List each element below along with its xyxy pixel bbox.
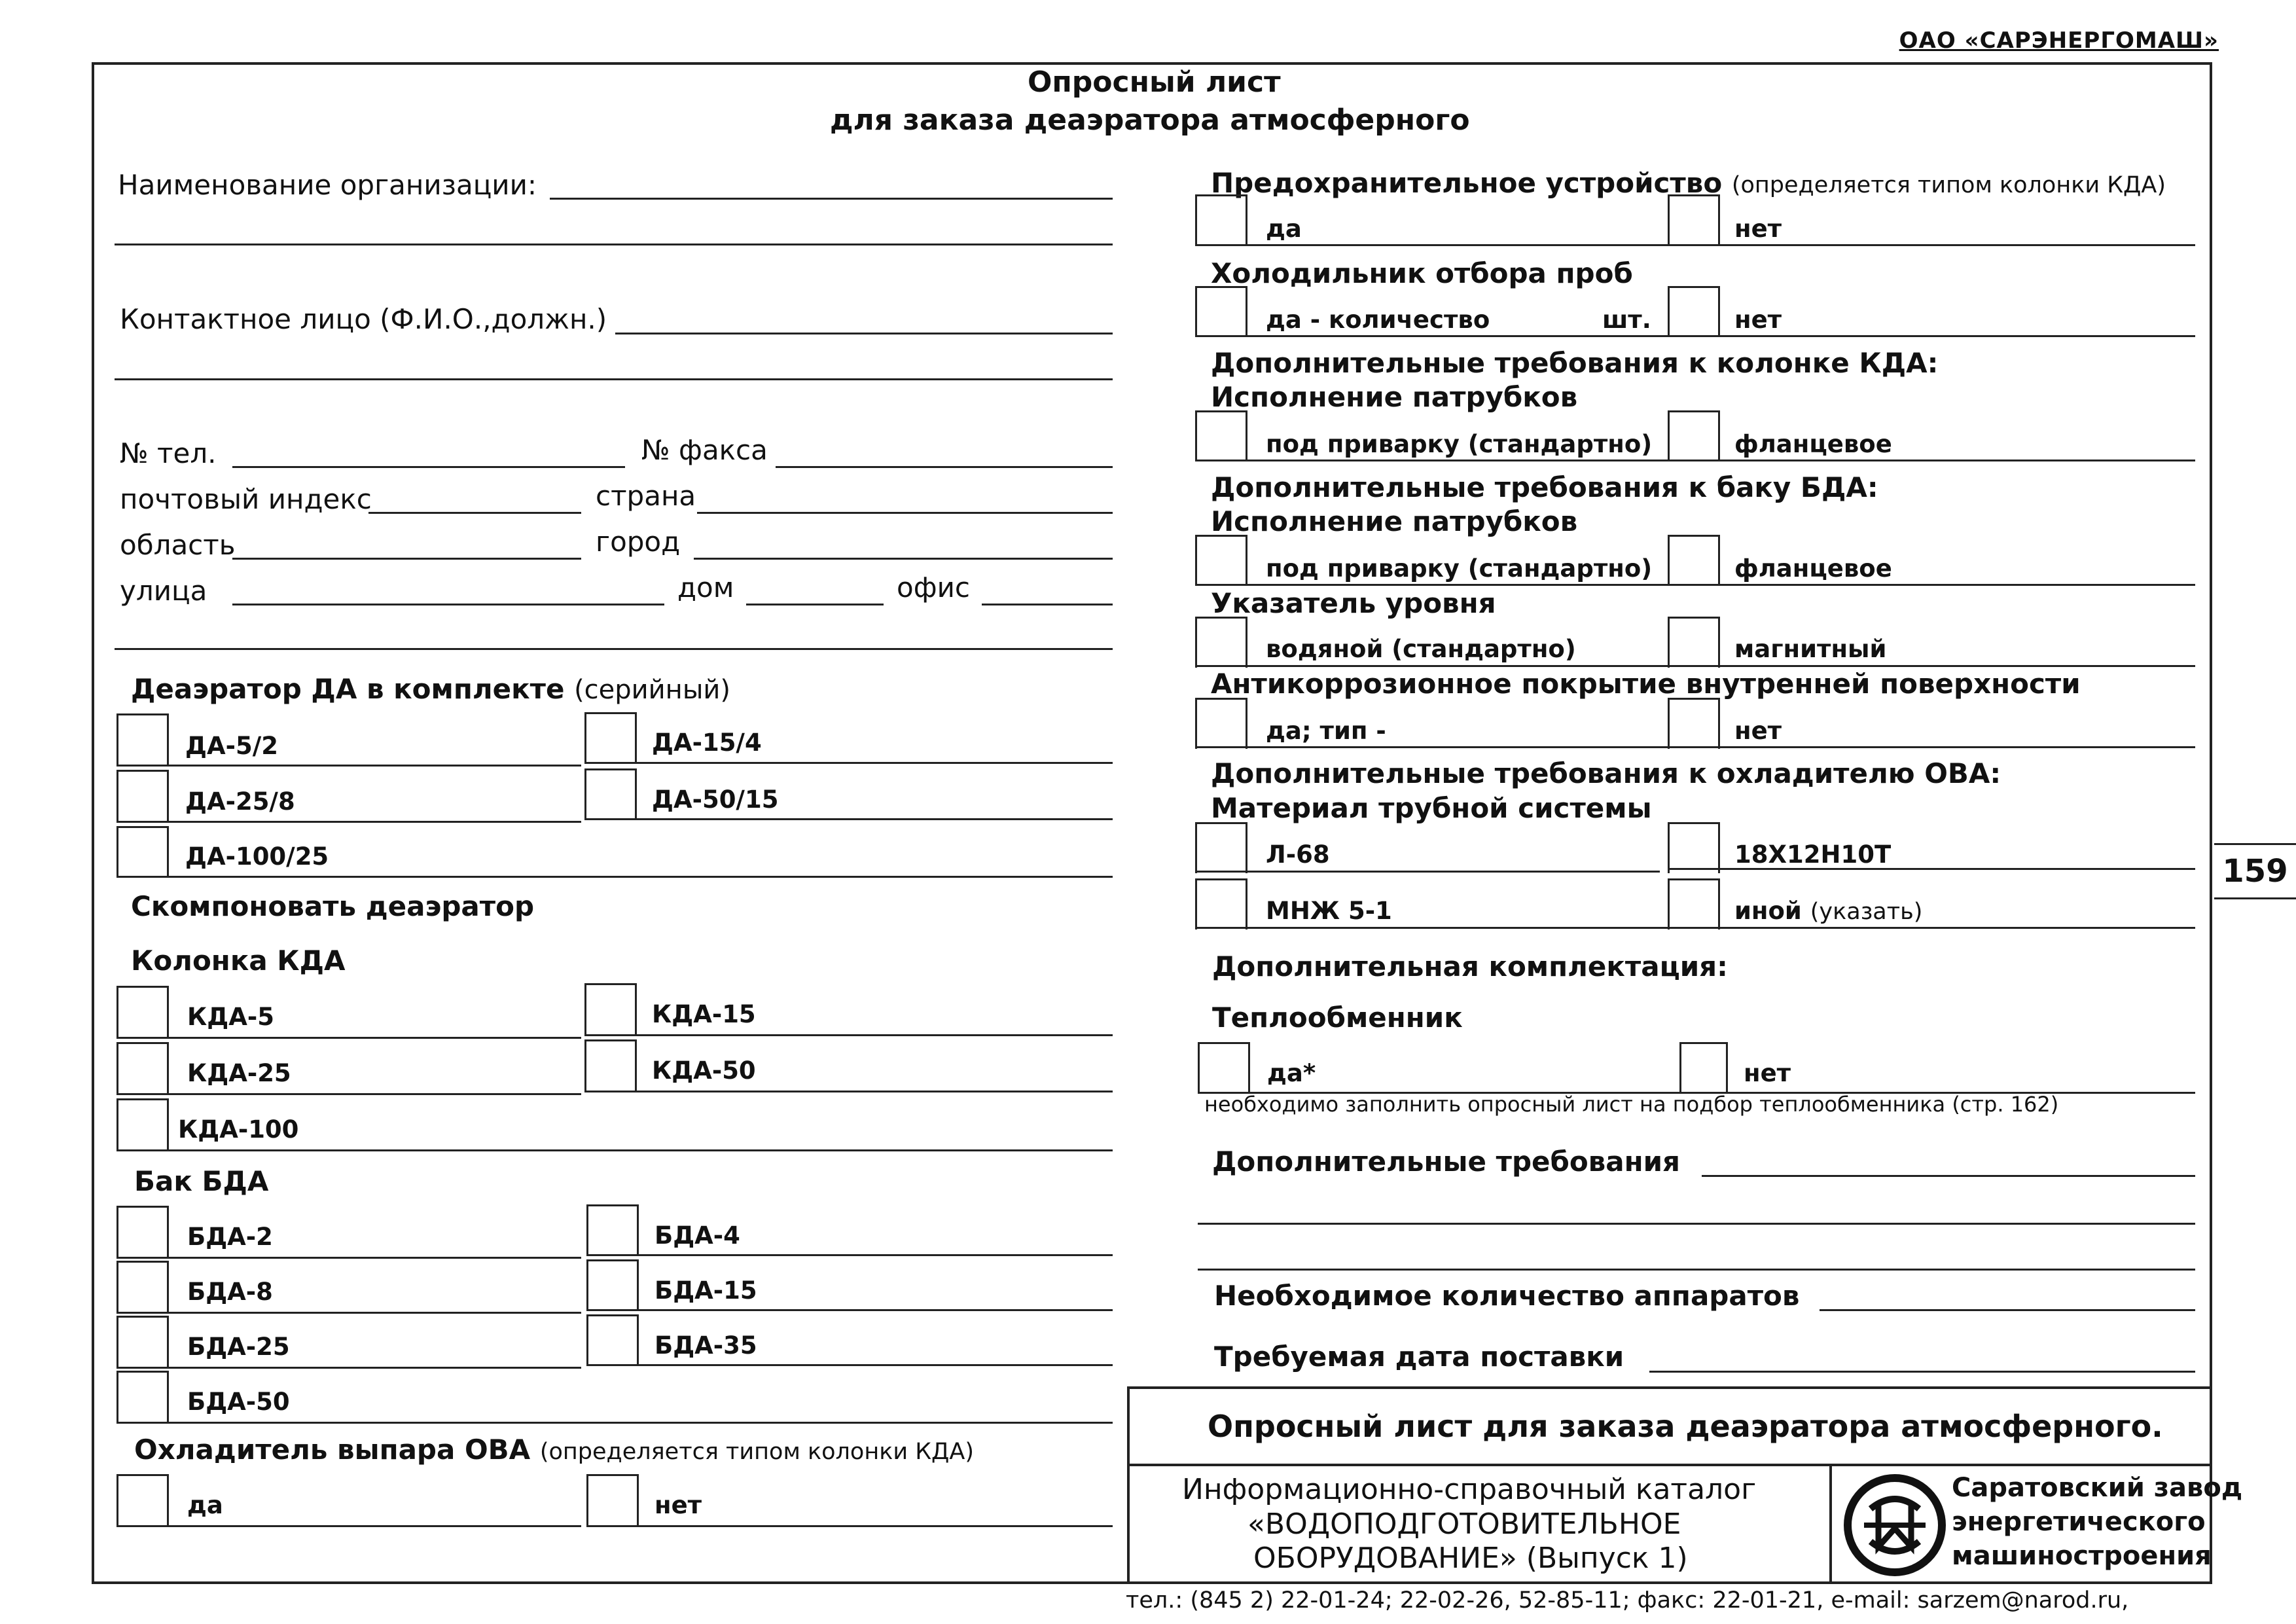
- add-req-input-line-2[interactable]: [1198, 1223, 2195, 1225]
- checkbox-safety-no[interactable]: [1668, 194, 1720, 245]
- catalog-line2: «ВОДОПОДГОТОВИТЕЛЬНОЕ: [1247, 1507, 1681, 1541]
- checkbox-kda-flanged[interactable]: [1668, 410, 1720, 461]
- title-block-main: Опросный лист для заказа деаэратора атмосферного.: [1208, 1409, 2163, 1444]
- row-line: [1195, 460, 2195, 461]
- org-name-input-line-2[interactable]: [115, 244, 1113, 245]
- street-label: улица: [120, 575, 207, 607]
- checkbox-safety-yes[interactable]: [1195, 194, 1247, 245]
- row-line: [1195, 746, 2195, 748]
- row-line: [586, 1254, 1113, 1256]
- row-line: [117, 1312, 581, 1314]
- office-label: офис: [897, 571, 970, 604]
- checkbox-kda-100[interactable]: [117, 1098, 169, 1149]
- contact-footer: тел.: (845 2) 22-01-24; 22-02-26, 52-85-11; факс: 22-01-21, e-mail: sarzem@narod.ru,: [1126, 1587, 2129, 1614]
- row-line: [584, 818, 1113, 820]
- option-ova-mnzh: МНЖ 5-1: [1266, 897, 1392, 925]
- level-heading: Указатель уровня: [1211, 587, 1496, 619]
- option-bda-8: БДА-8: [187, 1278, 273, 1306]
- option-kda-25: КДА-25: [187, 1059, 291, 1087]
- catalog-line1: Информационно-справочный каталог: [1182, 1473, 1757, 1506]
- hx-note: необходимо заполнить опросный лист на подбор теплообменника (стр. 162): [1204, 1092, 2059, 1117]
- row-line: [117, 1525, 581, 1527]
- checkbox-cooler-yes[interactable]: [117, 1474, 169, 1525]
- checkbox-level-magnetic[interactable]: [1668, 617, 1720, 668]
- checkbox-ova-other[interactable]: [1668, 878, 1720, 929]
- checkbox-bda-15[interactable]: [586, 1259, 639, 1310]
- deaerator-heading-text: Деаэратор ДА в комплекте: [131, 673, 565, 705]
- checkbox-da-100-25[interactable]: [117, 826, 169, 877]
- checkbox-ova-steel[interactable]: [1668, 822, 1720, 873]
- option-da-100-25: ДА-100/25: [185, 842, 329, 871]
- checkbox-bda-4[interactable]: [586, 1204, 639, 1255]
- option-kda-50: КДА-50: [652, 1056, 756, 1085]
- option-ova-other-note: (указать): [1810, 899, 1923, 925]
- cooler-heading-text: Охладитель выпара ОВА: [134, 1434, 531, 1466]
- city-input-line[interactable]: [694, 558, 1113, 560]
- org-name-label: Наименование организации:: [118, 169, 537, 201]
- option-hx-no: нет: [1744, 1059, 1791, 1087]
- row-line: [1195, 927, 2195, 929]
- option-kda-welded: под приварку (стандартно): [1266, 430, 1653, 458]
- contact-input-line-2[interactable]: [115, 378, 1113, 380]
- checkbox-kda-15[interactable]: [584, 983, 637, 1034]
- page-number: 159: [2214, 843, 2296, 899]
- plant-logo-icon: [1838, 1470, 1952, 1581]
- checkbox-kda-5[interactable]: [117, 986, 169, 1037]
- checkbox-ova-l68[interactable]: [1195, 822, 1247, 873]
- checkbox-coating-no[interactable]: [1668, 698, 1720, 749]
- sampler-unit: шт.: [1602, 306, 1651, 334]
- row-line: [1195, 244, 2195, 246]
- checkbox-level-water[interactable]: [1195, 617, 1247, 668]
- option-da-15-4: ДА-15/4: [652, 729, 762, 757]
- row-line: [584, 1091, 1113, 1092]
- plant-line2: энергетического: [1952, 1507, 2206, 1537]
- row-line: [117, 821, 581, 823]
- option-level-magnetic: магнитный: [1734, 635, 1887, 663]
- checkbox-kda-welded[interactable]: [1195, 410, 1247, 461]
- cooler-heading-note: (определяется типом колонки КДА): [539, 1439, 975, 1465]
- option-da-25-8: ДА-25/8: [185, 787, 295, 816]
- checkbox-hx-no[interactable]: [1679, 1042, 1728, 1093]
- postcode-label: почтовый индекс: [120, 483, 372, 515]
- option-bda-35: БДА-35: [655, 1331, 757, 1360]
- cooler-heading: [134, 1434, 974, 1466]
- checkbox-ova-mnzh[interactable]: [1195, 878, 1247, 929]
- form-title-line2: для заказа деаэратора атмосферного: [830, 103, 1470, 137]
- house-input-line[interactable]: [746, 604, 884, 605]
- checkbox-da-15-4[interactable]: [584, 712, 637, 763]
- plant-line1: Саратовский завод: [1952, 1473, 2243, 1503]
- option-da-50-15: ДА-50/15: [652, 785, 779, 814]
- company-header: ОАО «САРЭНЕРГОМАШ»: [1899, 27, 2219, 54]
- option-ova-other: [1734, 897, 1922, 925]
- row-line: [1668, 868, 2195, 870]
- row-line: [586, 1364, 1113, 1366]
- row-line: [117, 1149, 1113, 1151]
- house-label: дом: [677, 571, 734, 604]
- row-line: [586, 1309, 1113, 1311]
- option-kda-100: КДА-100: [178, 1115, 299, 1144]
- option-da-5-2: ДА-5/2: [185, 732, 278, 760]
- date-input-line[interactable]: [1649, 1371, 2195, 1373]
- kda-nozzles-heading: Исполнение патрубков: [1211, 381, 1578, 413]
- deaerator-heading-note: (серийный): [574, 675, 731, 705]
- checkbox-bda-50[interactable]: [117, 1371, 169, 1422]
- option-bda-25: БДА-25: [187, 1333, 290, 1361]
- checkbox-bda-8[interactable]: [117, 1261, 169, 1312]
- office-input-line[interactable]: [982, 604, 1113, 605]
- checkbox-da-50-15[interactable]: [584, 768, 637, 820]
- contact-input-line[interactable]: [615, 333, 1113, 334]
- city-label: город: [596, 526, 681, 558]
- safety-heading-note: (определяется типом колонки КДА): [1731, 172, 2166, 198]
- extra-heading: Дополнительная комплектация:: [1212, 950, 1728, 983]
- option-ova-l68: Л-68: [1266, 840, 1330, 869]
- hx-heading: Теплообменник: [1212, 1001, 1463, 1034]
- region-input-line[interactable]: [232, 558, 581, 560]
- org-name-input-line[interactable]: [550, 198, 1113, 200]
- option-coating-no: нет: [1734, 717, 1782, 745]
- option-ova-steel: 18Х12Н10Т: [1734, 840, 1892, 869]
- kda-req-heading: Дополнительные требования к колонке КДА:: [1211, 347, 1939, 379]
- option-safety-no: нет: [1734, 215, 1782, 243]
- phone-input-line[interactable]: [232, 466, 625, 468]
- option-ova-other-text: иной: [1734, 897, 1802, 925]
- column-heading: Колонка КДА: [131, 945, 346, 977]
- option-cooler-yes: да: [187, 1491, 223, 1519]
- deaerator-heading: [131, 673, 730, 705]
- checkbox-bda-flanged[interactable]: [1668, 535, 1720, 586]
- checkbox-kda-50[interactable]: [584, 1039, 637, 1091]
- option-level-water: водяной (стандартно): [1266, 635, 1576, 663]
- row-line: [117, 876, 1113, 878]
- checkbox-sampler-yes[interactable]: [1195, 286, 1247, 337]
- add-req-input-line-3[interactable]: [1198, 1269, 2195, 1271]
- row-line: [1195, 665, 2195, 667]
- checkbox-da-5-2[interactable]: [117, 713, 169, 765]
- address-input-line-2[interactable]: [115, 648, 1113, 650]
- ova-req-heading: Дополнительные требования к охладителю ОВА:: [1211, 757, 2001, 789]
- option-kda-flanged: фланцевое: [1734, 430, 1892, 458]
- tank-heading: Бак БДА: [134, 1165, 269, 1197]
- row-line: [117, 1367, 581, 1369]
- country-input-line[interactable]: [697, 512, 1113, 514]
- form-frame: [92, 62, 2212, 1584]
- form-title-line1: Опросный лист: [1028, 65, 1281, 99]
- assemble-heading: Скомпоновать деаэратор: [131, 890, 535, 922]
- row-line: [584, 762, 1113, 764]
- row-line: [117, 1093, 581, 1095]
- qty-input-line[interactable]: [1820, 1309, 2195, 1311]
- option-bda-4: БДА-4: [655, 1221, 740, 1250]
- row-line: [117, 1257, 581, 1259]
- option-coating-yes: да; тип -: [1266, 717, 1386, 745]
- row-line: [1195, 584, 2195, 586]
- checkbox-bda-welded[interactable]: [1195, 535, 1247, 586]
- fax-label: № факса: [641, 434, 768, 466]
- ova-material-heading: Материал трубной системы: [1211, 792, 1652, 824]
- checkbox-bda-35[interactable]: [586, 1314, 639, 1365]
- checkbox-bda-25[interactable]: [117, 1316, 169, 1367]
- safety-heading-text: Предохранительное устройство: [1211, 167, 1723, 199]
- region-label: область: [120, 529, 236, 561]
- option-bda-2: БДА-2: [187, 1223, 273, 1251]
- checkbox-hx-yes[interactable]: [1198, 1042, 1250, 1093]
- checkbox-sampler-no[interactable]: [1668, 286, 1720, 337]
- date-label: Требуемая дата поставки: [1214, 1341, 1624, 1373]
- contact-label: Контактное лицо (Ф.И.О.,должн.): [120, 303, 607, 335]
- row-line: [586, 1525, 1113, 1527]
- street-input-line[interactable]: [232, 604, 664, 605]
- phone-label: № тел.: [120, 437, 217, 469]
- option-cooler-no: нет: [655, 1491, 702, 1519]
- sampler-heading: Холодильник отбора проб: [1211, 257, 1633, 289]
- fax-input-line[interactable]: [776, 466, 1113, 468]
- row-line: [584, 1034, 1113, 1036]
- checkbox-coating-yes[interactable]: [1195, 698, 1247, 749]
- bda-nozzles-heading: Исполнение патрубков: [1211, 505, 1578, 537]
- option-sampler-yes: да - количество: [1266, 306, 1490, 334]
- add-req-input-line[interactable]: [1702, 1175, 2195, 1177]
- row-line: [1195, 335, 2195, 337]
- option-hx-yes: да*: [1267, 1059, 1316, 1087]
- option-bda-welded: под приварку (стандартно): [1266, 554, 1653, 583]
- row-line: [1195, 871, 1660, 873]
- row-line: [117, 1037, 581, 1039]
- checkbox-da-25-8[interactable]: [117, 770, 169, 821]
- option-kda-5: КДА-5: [187, 1003, 274, 1031]
- option-bda-50: БДА-50: [187, 1388, 290, 1416]
- option-sampler-no: нет: [1734, 306, 1782, 334]
- option-kda-15: КДА-15: [652, 1000, 756, 1028]
- add-req-label: Дополнительные требования: [1212, 1146, 1681, 1178]
- option-bda-15: БДА-15: [655, 1276, 757, 1305]
- title-block-divider: [1127, 1464, 2212, 1466]
- row-line: [117, 1422, 1113, 1424]
- qty-label: Необходимое количество аппаратов: [1214, 1280, 1800, 1312]
- checkbox-kda-25[interactable]: [117, 1042, 169, 1093]
- option-bda-flanged: фланцевое: [1734, 554, 1892, 583]
- checkbox-bda-2[interactable]: [117, 1206, 169, 1257]
- postcode-input-line[interactable]: [368, 512, 581, 514]
- bda-req-heading: Дополнительные требования к баку БДА:: [1211, 471, 1878, 503]
- checkbox-cooler-no[interactable]: [586, 1474, 639, 1525]
- catalog-line3: ОБОРУДОВАНИЕ» (Выпуск 1): [1253, 1542, 1688, 1575]
- option-safety-yes: да: [1266, 215, 1302, 243]
- country-label: страна: [596, 480, 696, 512]
- plant-line3: машиностроения: [1952, 1541, 2212, 1571]
- row-line: [117, 765, 581, 767]
- coating-heading: Антикоррозионное покрытие внутренней поверхности: [1211, 668, 2081, 700]
- title-block-vdivider: [1829, 1464, 1832, 1584]
